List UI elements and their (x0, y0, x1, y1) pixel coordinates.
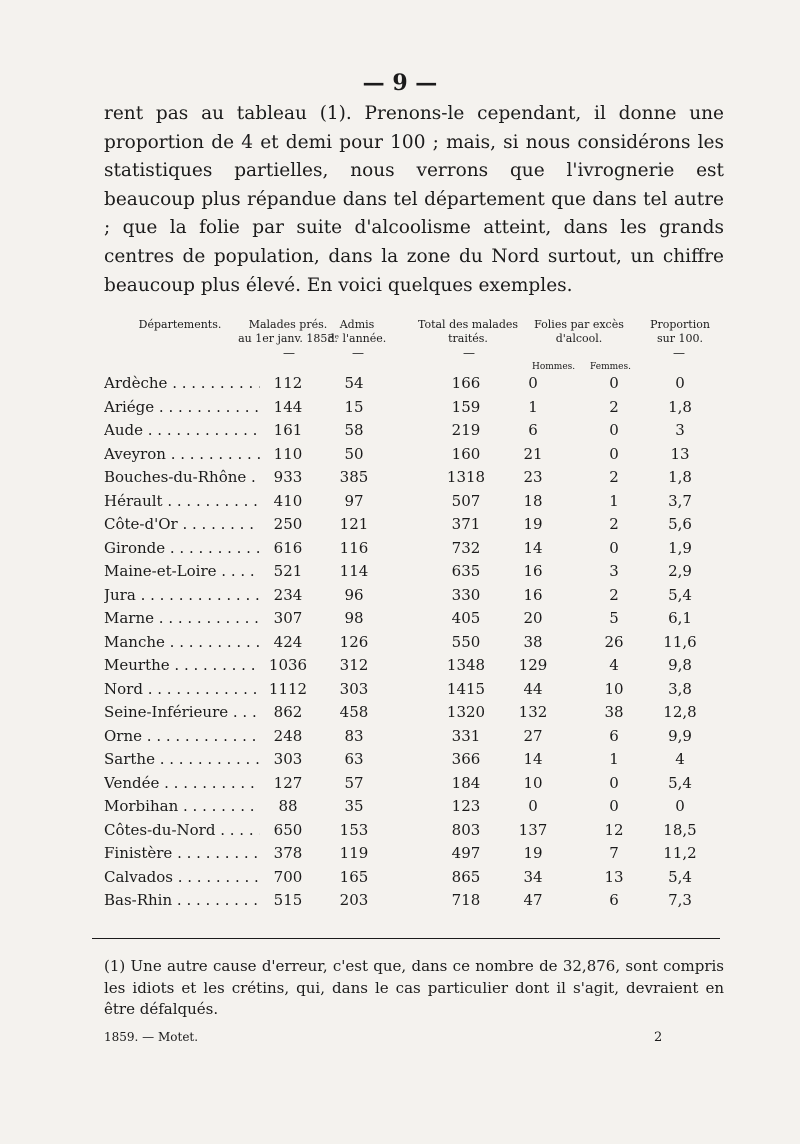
cell-femmes: 1 (609, 491, 619, 510)
cell-hommes: 1 (528, 397, 538, 416)
header-admis-line1: Admis (339, 318, 375, 331)
cell-admis: 114 (339, 562, 369, 580)
cell-hommes: 38 (523, 632, 543, 651)
cell-total: 865 (451, 867, 481, 886)
cell-admis: 165 (339, 867, 369, 886)
header-folies-line1: Folies par excès (534, 318, 624, 331)
header-proportion-line1: Proportion (650, 318, 710, 331)
cell-total: 184 (451, 773, 481, 792)
cell-hommes: 44 (523, 679, 543, 698)
header-malades-line1: Malades prés. (248, 318, 328, 331)
cell-malades: 110 (260, 443, 316, 467)
cell-malades: 650 (260, 819, 316, 843)
cell-proportion: 3,7 (668, 491, 692, 510)
cell-admis: 35 (344, 797, 364, 815)
table-row (0, 866, 800, 890)
cell-femmes: 2 (609, 515, 619, 533)
cell-hommes: 20 (523, 609, 543, 627)
cell-total: 718 (451, 891, 481, 909)
cell-total: 405 (451, 609, 481, 627)
table-row (0, 678, 800, 702)
cell-femmes: 0 (609, 797, 619, 815)
cell-femmes: 2 (609, 585, 619, 604)
cell-admis: 97 (344, 491, 364, 510)
table-row (0, 795, 800, 819)
table-row (0, 584, 800, 608)
table-row (0, 889, 800, 913)
cell-departement: Vendée . . . (104, 772, 274, 796)
footnote-divider (92, 938, 720, 939)
cell-total: 123 (451, 797, 481, 815)
cell-admis: 15 (344, 397, 364, 416)
cell-malades: 410 (260, 490, 316, 514)
cell-malades: 250 (260, 513, 316, 537)
cell-hommes: 19 (523, 844, 543, 862)
cell-hommes: 129 (518, 656, 548, 674)
cell-departement: Aveyron . . . (104, 443, 274, 467)
cell-hommes: 6 (528, 421, 538, 439)
cell-departement: Ardèche . . . (104, 372, 274, 396)
cell-hommes: 34 (523, 867, 543, 886)
cell-femmes: 0 (609, 374, 619, 392)
cell-departement: Meurthe . . . (104, 654, 274, 678)
cell-malades: 378 (260, 842, 316, 866)
cell-total: 732 (451, 538, 481, 557)
cell-total: 366 (451, 750, 481, 768)
cell-total: 1320 (446, 703, 486, 721)
cell-malades: 144 (260, 396, 316, 420)
cell-total: 1318 (446, 468, 486, 486)
cell-proportion: 9,8 (668, 656, 692, 674)
header-total (414, 318, 522, 346)
cell-malades: 933 (260, 466, 316, 490)
table-row (0, 842, 800, 866)
cell-proportion: 1,8 (668, 397, 692, 416)
cell-malades: 424 (260, 631, 316, 655)
cell-admis: 98 (344, 609, 364, 627)
cell-proportion: 5,4 (668, 867, 692, 886)
cell-hommes: 14 (523, 750, 543, 768)
cell-femmes: 26 (604, 632, 624, 651)
cell-departement: Côtes-du-Nord . . . (104, 819, 274, 843)
cell-total: 507 (451, 491, 481, 510)
cell-departement: Bouches-du-Rhône . . . (104, 466, 274, 490)
cell-departement: Bas-Rhin . . . (104, 889, 274, 913)
cell-malades: 1112 (260, 678, 316, 702)
cell-femmes: 7 (609, 844, 619, 862)
cell-femmes: 2 (609, 397, 619, 416)
cell-departement: Sarthe . . . (104, 748, 274, 772)
header-dash-proportion: — (673, 346, 685, 360)
cell-admis: 121 (339, 515, 369, 533)
cell-femmes: 6 (609, 726, 619, 745)
cell-malades: 862 (260, 701, 316, 725)
cell-proportion: 11,2 (663, 844, 697, 862)
cell-malades: 1036 (260, 654, 316, 678)
cell-femmes: 12 (604, 820, 624, 839)
table-row (0, 443, 800, 467)
table-header (0, 318, 800, 378)
table-row (0, 537, 800, 561)
cell-proportion: 12,8 (663, 703, 697, 721)
cell-hommes: 14 (523, 538, 543, 557)
cell-admis: 203 (339, 891, 369, 909)
table-row (0, 560, 800, 584)
cell-proportion: 3,8 (668, 679, 692, 698)
cell-admis: 312 (339, 656, 369, 674)
cell-malades: 88 (260, 795, 316, 819)
cell-malades: 303 (260, 748, 316, 772)
cell-total: 160 (451, 444, 481, 463)
cell-femmes: 4 (609, 656, 619, 674)
cell-departement: Jura . . . (104, 584, 274, 608)
cell-hommes: 27 (523, 726, 543, 745)
cell-femmes: 38 (604, 703, 624, 721)
cell-admis: 58 (344, 421, 364, 439)
cell-admis: 119 (339, 844, 369, 862)
cell-total: 497 (451, 844, 481, 862)
cell-admis: 126 (339, 632, 369, 651)
cell-admis: 385 (339, 468, 369, 486)
cell-departement: Hérault . . . (104, 490, 274, 514)
cell-departement: Morbihan . . . (104, 795, 274, 819)
table-row (0, 607, 800, 631)
cell-total: 219 (451, 421, 481, 439)
footer-sheet-number: 2 (654, 1030, 663, 1045)
cell-malades: 234 (260, 584, 316, 608)
table-row (0, 396, 800, 420)
table-row (0, 701, 800, 725)
page-number: — 9 — (362, 70, 438, 96)
cell-admis: 54 (344, 374, 364, 392)
table-row (0, 513, 800, 537)
cell-proportion: 1,9 (668, 538, 692, 557)
cell-proportion: 13 (670, 444, 690, 463)
table-row (0, 631, 800, 655)
cell-departement: Marne . . . (104, 607, 274, 631)
cell-departement: Manche . . . (104, 631, 274, 655)
cell-femmes: 1 (609, 750, 619, 768)
header-folies (524, 318, 634, 346)
header-total-line2: traités. (448, 332, 488, 345)
cell-hommes: 16 (523, 562, 543, 580)
cell-proportion: 11,6 (663, 632, 697, 651)
intro-paragraph: rent pas au tableau (1). Prenons-le cependant, il donne une proportion de 4 et demi pour 100 ; mais, si nous considérons les statistiques partielles, nous verrons que l'ivrognerie est beaucoup plus répandue dans tel département que dans tel autre ; que la folie par suite d'alcoolisme atteint, dans les grands centres de population, dans la zone du Nord surtout, un chiffre beaucoup plus élevé. En voici quelques exemples. (104, 103, 724, 296)
cell-malades: 248 (260, 725, 316, 749)
cell-proportion: 4 (675, 750, 685, 768)
header-departements: Départements. (138, 318, 222, 331)
table-row (0, 466, 800, 490)
cell-malades: 307 (260, 607, 316, 631)
cell-hommes: 23 (523, 468, 543, 486)
table-row (0, 419, 800, 443)
cell-departement: Gironde . . . (104, 537, 274, 561)
cell-hommes: 47 (523, 891, 543, 909)
table-row (0, 725, 800, 749)
cell-total: 803 (451, 820, 481, 839)
cell-proportion: 6,1 (668, 609, 692, 627)
cell-hommes: 0 (528, 374, 538, 392)
cell-proportion: 18,5 (663, 820, 697, 839)
cell-hommes: 21 (523, 444, 543, 463)
cell-total: 331 (451, 726, 481, 745)
header-total-line1: Total des malades (417, 318, 519, 331)
cell-femmes: 13 (604, 867, 624, 886)
cell-departement: Seine-Inférieure . . . (104, 701, 274, 725)
cell-admis: 303 (339, 679, 369, 698)
cell-total: 166 (451, 374, 481, 392)
cell-femmes: 6 (609, 891, 619, 909)
cell-admis: 83 (344, 726, 364, 745)
cell-hommes: 16 (523, 585, 543, 604)
cell-departement: Ariége . . . (104, 396, 274, 420)
cell-proportion: 5,6 (668, 515, 692, 533)
cell-proportion: 3 (675, 421, 685, 439)
header-proportion (640, 318, 720, 346)
cell-departement: Calvados . . . (104, 866, 274, 890)
cell-hommes: 132 (518, 703, 548, 721)
cell-proportion: 5,4 (668, 773, 692, 792)
cell-femmes: 5 (609, 609, 619, 627)
header-proportion-line2: sur 100. (657, 332, 703, 345)
table-row (0, 654, 800, 678)
cell-malades: 127 (260, 772, 316, 796)
header-folies-line2: d'alcool. (555, 332, 603, 345)
cell-total: 159 (451, 397, 481, 416)
cell-admis: 50 (344, 444, 364, 463)
cell-femmes: 0 (609, 538, 619, 557)
header-dash-malades: — (283, 346, 295, 360)
cell-hommes: 19 (523, 515, 543, 533)
cell-proportion: 2,9 (668, 562, 692, 580)
cell-malades: 700 (260, 866, 316, 890)
cell-admis: 153 (339, 820, 369, 839)
cell-malades: 616 (260, 537, 316, 561)
cell-departement: Aude . . . (104, 419, 274, 443)
cell-total: 635 (451, 562, 481, 580)
table-row (0, 490, 800, 514)
cell-total: 371 (451, 515, 481, 533)
footer-signature: 1859. — Motet. (104, 1030, 199, 1044)
table-row (0, 819, 800, 843)
table-body (0, 372, 800, 913)
header-admis-line2: dᵉ l'année. (327, 332, 387, 345)
cell-admis: 96 (344, 585, 364, 604)
cell-total: 1348 (446, 656, 486, 674)
cell-admis: 57 (344, 773, 364, 792)
cell-total: 550 (451, 632, 481, 651)
cell-femmes: 0 (609, 421, 619, 439)
cell-malades: 161 (260, 419, 316, 443)
cell-admis: 458 (339, 703, 369, 721)
cell-proportion: 5,4 (668, 585, 692, 604)
cell-femmes: 3 (609, 562, 619, 580)
cell-hommes: 0 (528, 797, 538, 815)
footnote: (1) Une autre cause d'erreur, c'est que, dans ce nombre de 32,876, sont compris les idiots et les crétins, qui, dans le cas particulier dont il s'agit, devraient en être défalqués. (104, 957, 724, 1018)
header-hommes: Hommes. (532, 362, 576, 372)
cell-total: 1415 (446, 679, 486, 698)
cell-proportion: 0 (675, 797, 685, 815)
cell-total: 330 (451, 585, 481, 604)
cell-femmes: 2 (609, 468, 619, 486)
header-admis (322, 318, 392, 346)
cell-departement: Finistère . . . (104, 842, 274, 866)
cell-admis: 63 (344, 750, 364, 768)
cell-admis: 116 (339, 538, 369, 557)
cell-femmes: 0 (609, 444, 619, 463)
cell-departement: Maine-et-Loire . . . (104, 560, 274, 584)
table-row (0, 748, 800, 772)
cell-departement: Orne . . . (104, 725, 274, 749)
cell-malades: 515 (260, 889, 316, 913)
cell-departement: Nord . . . (104, 678, 274, 702)
cell-proportion: 1,8 (668, 468, 692, 486)
cell-hommes: 10 (523, 773, 543, 792)
cell-proportion: 7,3 (668, 891, 692, 909)
cell-malades: 112 (260, 372, 316, 396)
cell-hommes: 137 (518, 820, 548, 839)
cell-proportion: 0 (675, 374, 685, 392)
table-row (0, 772, 800, 796)
cell-femmes: 0 (609, 773, 619, 792)
cell-malades: 521 (260, 560, 316, 584)
cell-femmes: 10 (604, 679, 624, 698)
header-dash-total: — (463, 346, 475, 360)
header-femmes: Femmes. (590, 362, 631, 372)
header-dash-admis: — (352, 346, 364, 360)
cell-hommes: 18 (523, 491, 543, 510)
cell-proportion: 9,9 (668, 726, 692, 745)
cell-departement: Côte-d'Or . . . (104, 513, 274, 537)
header-malades-line2: au 1er janv. 1853. (238, 332, 338, 345)
table-row (0, 372, 800, 396)
